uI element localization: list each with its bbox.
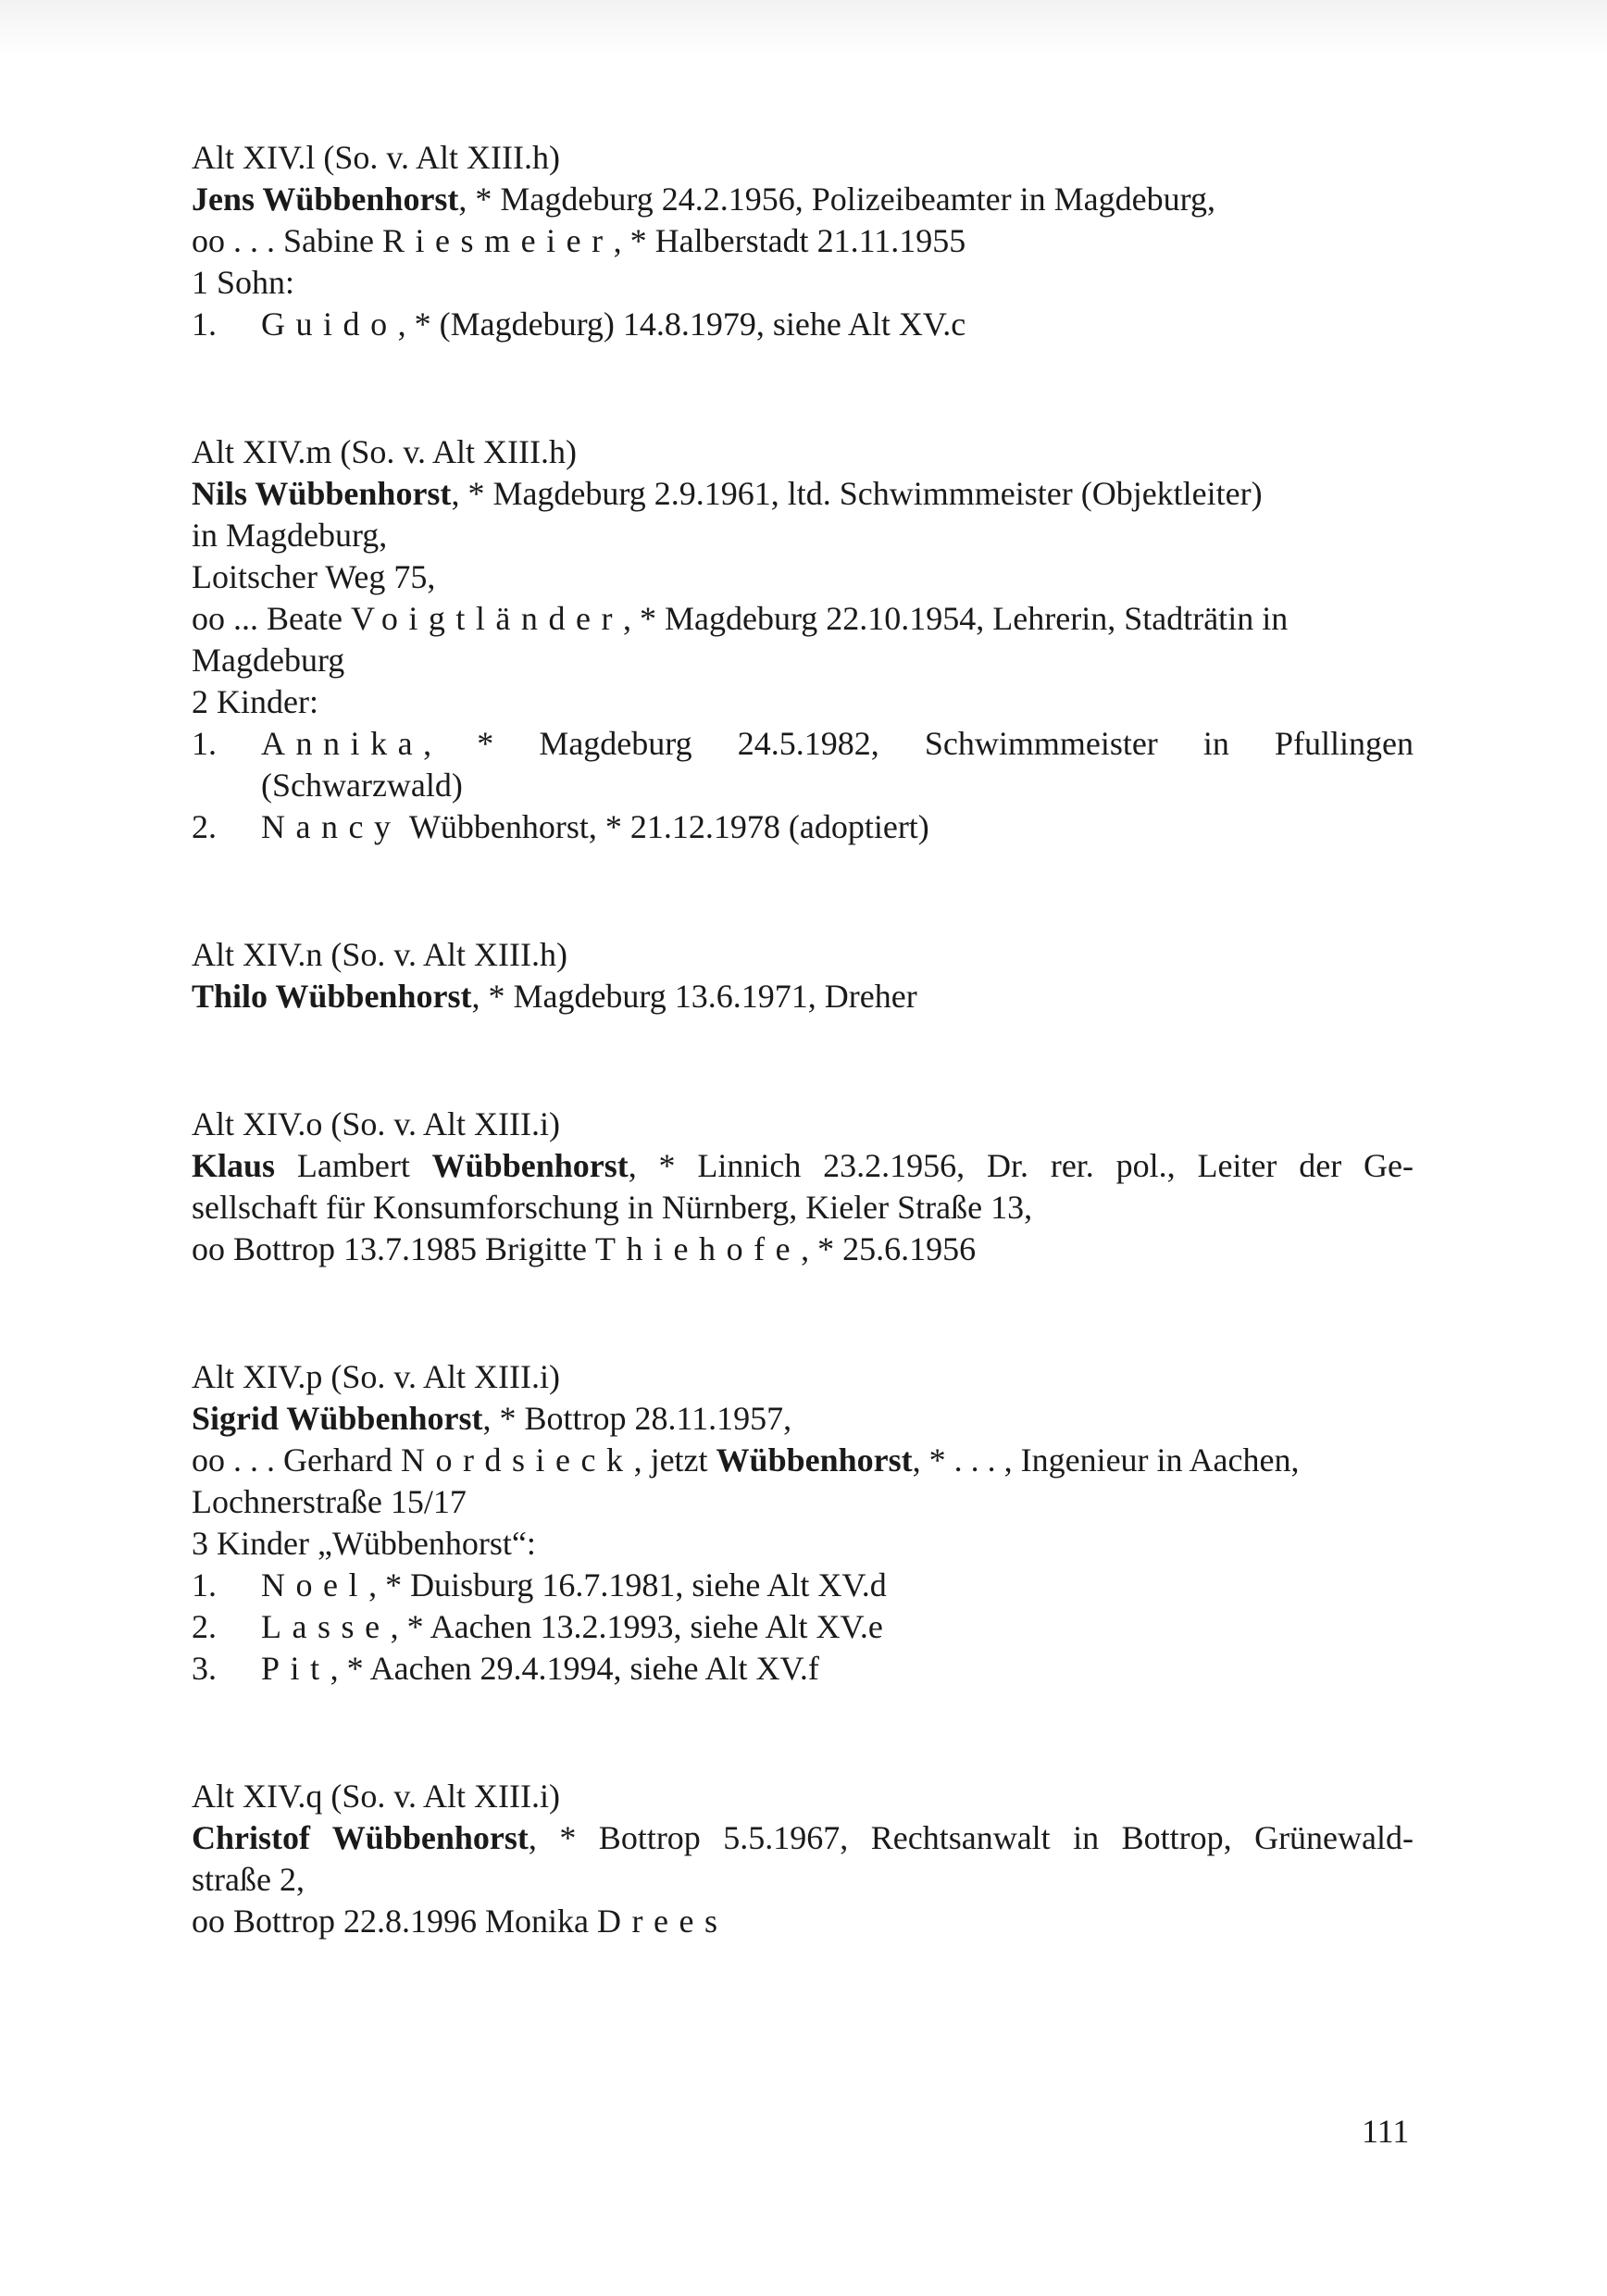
child-number: 3. [192, 1650, 217, 1687]
marriage-text: oo Bottrop 22.8.1996 Monika [192, 1903, 597, 1940]
child-number: 1. [192, 306, 217, 343]
marriage-info: , * . . . , Ingenieur in Aachen, [912, 1441, 1300, 1479]
entry-reference: Alt XIV.m (So. v. Alt XIII.h) [192, 433, 577, 470]
child-item [192, 304, 1414, 345]
person-info-cont: straße 2, [192, 1861, 305, 1898]
entry-reference: Alt XIV.o (So. v. Alt XIII.i) [192, 1105, 560, 1142]
child-info: , * Magdeburg 24.5.1982, Schwimmmeister in Pfullingen [423, 725, 1414, 762]
child-number: 2. [192, 808, 217, 845]
person-first-name: Klaus [192, 1147, 276, 1184]
person-info: , * Bottrop 28.11.1957, [482, 1400, 792, 1437]
entry-reference: Alt XIV.n (So. v. Alt XIII.h) [192, 936, 567, 973]
children-label: 3 Kinder „Wübbenhorst“: [192, 1525, 536, 1562]
person-info-cont: in Magdeburg, [192, 517, 388, 554]
marriage-mid: , jetzt [633, 1441, 716, 1479]
person-name: Jens Wübbenhorst [192, 181, 459, 218]
marriage-text: oo ... Beate [192, 600, 351, 637]
person-info: , * Magdeburg 24.2.1956, Polizeibeamter in Magdeburg, [458, 181, 1215, 218]
entry-alt-xiv-l [192, 137, 1414, 345]
marriage-text: oo . . . Sabine [192, 222, 382, 259]
child-name: Lasse [261, 1608, 391, 1645]
spouse-name: Riesmeier [381, 222, 614, 259]
child-item [192, 1648, 1414, 1690]
person-info-cont: sellschaft für Konsumforschung in Nürnberg, Kieler Straße 13, [192, 1189, 1033, 1226]
child-number: 1. [192, 725, 217, 762]
child-info: Wübbenhorst, * 21.12.1978 (adoptiert) [401, 808, 929, 845]
entry-alt-xiv-o [192, 1104, 1414, 1270]
child-number: 1. [192, 1566, 217, 1603]
child-item [192, 1606, 1414, 1648]
child-info: , * (Magdeburg) 14.8.1979, siehe Alt XV.c [397, 306, 966, 343]
entry-alt-xiv-n [192, 934, 1414, 1017]
child-number: 2. [192, 1608, 217, 1645]
child-info: , * Aachen 29.4.1994, siehe Alt XV.f [330, 1650, 819, 1687]
child-info: , * Duisburg 16.7.1981, siehe Alt XV.d [368, 1566, 887, 1603]
child-name: Nancy [261, 808, 402, 845]
person-name: Thilo Wübbenhorst [192, 978, 472, 1015]
child-name: Noel [261, 1566, 369, 1603]
child-info: , * Aachen 13.2.1993, siehe Alt XV.e [390, 1608, 883, 1645]
child-item [192, 1565, 1414, 1606]
page-number: 111 [1362, 2113, 1410, 2150]
child-name: Pit [261, 1650, 330, 1687]
person-name: Christof Wübbenhorst [192, 1819, 529, 1856]
person-surname: Wübbenhorst [431, 1147, 629, 1184]
child-name: Guido [261, 306, 398, 343]
address: Loitscher Weg 75, [192, 558, 436, 595]
person-name: Nils Wübbenhorst [192, 475, 452, 512]
marriage-info: , * 25.6.1956 [801, 1230, 977, 1267]
person-name: Sigrid Wübbenhorst [192, 1400, 483, 1437]
document-page [192, 137, 1414, 2028]
person-info: , * Bottrop 5.5.1967, Rechtsanwalt in Bottrop, Grünewald- [528, 1819, 1414, 1856]
entry-alt-xiv-p [192, 1356, 1414, 1690]
spouse-name: Thiehofe [595, 1230, 802, 1267]
children-label: 2 Kinder: [192, 683, 318, 720]
marriage-info-cont: Magdeburg [192, 642, 345, 679]
spouse-name: Voigtländer [350, 600, 623, 637]
person-middle-name: Lambert [275, 1147, 432, 1184]
marriage-text: oo . . . Gerhard [192, 1441, 401, 1479]
child-name: Annika [261, 725, 424, 762]
marriage-info: , * Magdeburg 22.10.1954, Lehrerin, Stadträtin in [622, 600, 1289, 637]
address: Lochnerstraße 15/17 [192, 1483, 467, 1520]
spouse-new-surname: Wübbenhorst [716, 1441, 913, 1479]
person-info: , * Linnich 23.2.1956, Dr. rer. pol., Leiter der Ge- [628, 1147, 1414, 1184]
marriage-text: oo Bottrop 13.7.1985 Brigitte [192, 1230, 595, 1267]
spouse-name: Nordsieck [400, 1441, 634, 1479]
entry-alt-xiv-m [192, 431, 1414, 848]
person-info: , * Magdeburg 13.6.1971, Dreher [471, 978, 917, 1015]
child-item [192, 806, 1414, 848]
scan-top-shadow [0, 0, 1607, 56]
child-item [192, 723, 1414, 806]
person-info: , * Magdeburg 2.9.1961, ltd. Schwimmmeister (Objektleiter) [451, 475, 1263, 512]
entry-alt-xiv-q [192, 1776, 1414, 1942]
spouse-name: Drees [597, 1903, 729, 1940]
entry-reference: Alt XIV.q (So. v. Alt XIII.i) [192, 1778, 560, 1815]
entry-reference: Alt XIV.l (So. v. Alt XIII.h) [192, 139, 560, 176]
entry-reference: Alt XIV.p (So. v. Alt XIII.i) [192, 1358, 560, 1395]
marriage-info: , * Halberstadt 21.11.1955 [613, 222, 966, 259]
child-info-cont: (Schwarzwald) [261, 767, 463, 804]
children-label: 1 Sohn: [192, 264, 295, 301]
